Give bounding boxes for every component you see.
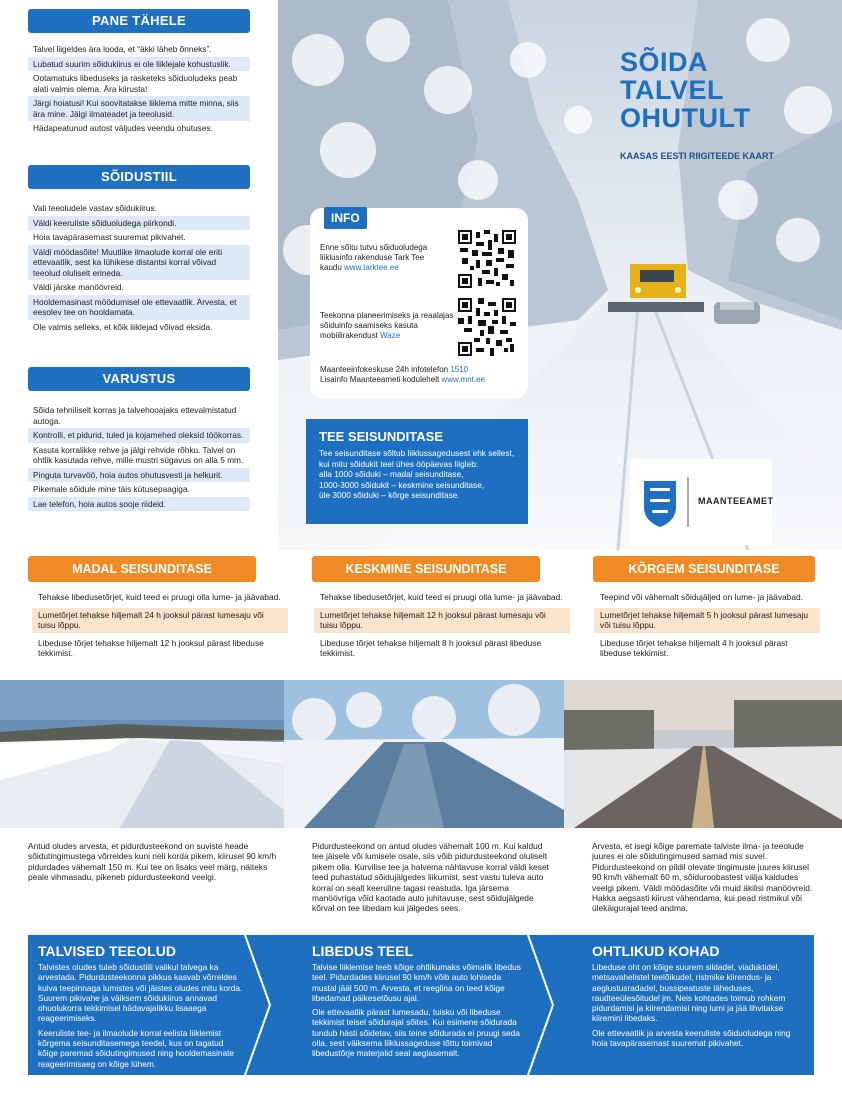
snowy-road-photo-keskmine <box>284 680 564 828</box>
list-item: Kontrolli, et pidurid, tuled ja kojamehed oleksid töökorras. <box>28 428 250 443</box>
madal-seisunditase-rules <box>32 590 288 664</box>
list-item: Kasuta korralikke rehve ja jälgi rehvide rõhku. Talvel on ohtlik kasutada rehve, mille mustri sügavus on alla 5 mm. <box>33 444 244 465</box>
list-item: Vali teeoludele vastav sõidukiirus. <box>33 203 157 213</box>
soidustiil-heading: SÕIDUSTIIL <box>28 165 250 189</box>
list-item: Hoia tavapärasemast suuremat pikivahet. <box>33 232 186 242</box>
list-item: Ole valmis selleks, et kõik liiklejad võivad eksida. <box>33 321 213 332</box>
tee-seisunditase-text: Tee seisunditase sõltub liiklussagedusest ehk sellest, kui mitu sõidukit teel ühes ööpäevas liigleb: alla 1000 sõiduki – madal seisunditase, 1000-3000 sõidukit – keskmine seisunditase, üle 3000 sõiduki – kõrge seisunditase. <box>319 448 515 500</box>
list-item: Lubatud suurim sõidukiirus ei ole liiklejale kohustuslik. <box>28 57 250 72</box>
list-item: Lae telefon, hoia autos sooje riideid. <box>28 497 250 512</box>
tarktee-info: Enne sõitu tutvu sõiduoludega liiklusinfo rakenduse Tark Tee kaudu www.tarktee.ee <box>320 243 428 273</box>
snowy-road-photo-madal <box>0 680 284 828</box>
talvised-teeolud-section <box>38 943 243 1069</box>
qr-code-icon[interactable] <box>458 230 516 288</box>
list-item: Tehakse libedusetõrjet, kuid teed ei pruugi olla lume- ja jäävabad. <box>320 592 563 602</box>
list-item: Väldi keeruliste sõiduoludega piirkondi. <box>28 216 250 231</box>
phone-number[interactable]: 1510 <box>450 365 469 374</box>
korgem-seisunditase-description: Arvesta, et isegi kõige paremate talviste ilma- ja teeolude juures ei ole sõidutingimused samad mis suvel. Pidurdusteekond on pildil olevate tingimuste juures kiirusel 90 km/h vähemalt 60 m, sõiduroobastest välja kaldudes veelgi pikem. Väldi möödasõite või muid äkilisi manöövreid. Hakka aegsasti kiirust vähendama, kui pead ristmikul või ülekäigurajal teed andma. <box>592 841 813 914</box>
waze-info: Teekonna planeerimiseks ja reaalajas sõiduinfo saamiseks kasuta mobiilirakendust Waze <box>320 311 454 341</box>
maanteeamet-logo <box>630 459 772 545</box>
ohtlikud-kohad-section <box>592 943 804 1048</box>
keskmine-seisunditase-rules <box>314 590 570 664</box>
info-heading: INFO <box>324 207 367 229</box>
list-item: Teepind või vähemalt sõidujäljed on lume- ja jäävabad. <box>600 592 803 602</box>
list-item: Pinguta turvavöö, hoia autos ohutusvesti ja helkurit. <box>28 468 250 483</box>
list-item: Libeduse tõrjet tehakse hiljemalt 12 h jooksul pärast libeduse tekkimist. <box>38 637 264 658</box>
tee-seisunditase-box <box>306 419 528 524</box>
snowy-road-photo-korgem <box>564 680 842 828</box>
list-item: Tehakse libedusetõrjet, kuid teed ei pruugi olla lume- ja jäävabad. <box>38 592 281 602</box>
talvised-teeolud-heading: TALVISED TEEOLUD <box>38 943 176 959</box>
korgem-seisunditase-rules <box>594 590 820 664</box>
list-item: Väldi järske manöövreid. <box>33 282 124 292</box>
list-item: Lumetõrjet tehakse hiljemalt 5 h jooksul pärast lumesaju või tuisu lõppu. <box>594 608 820 633</box>
list-item: Hooldemasinast möödumisel ole ettevaatlik. Arvesta, et eesolev tee on hooldamata. <box>28 295 250 320</box>
maanteeamet-logo-text: MAANTEEAMET <box>698 496 774 506</box>
list-item: Järgi hoiatusi! Kui soovitatakse liiklema mitte minna, siis ära mine. Jälgi ilmateadet ja teeolusid. <box>28 96 250 121</box>
soidustiil-list <box>28 201 250 334</box>
list-item: Sõida tehniliselt korras ja talvehooajaks ettevalmistatud autoga. <box>33 405 237 426</box>
cover-title: SÕIDA TALVEL OHUTULT <box>620 47 751 133</box>
libedus-teel-heading: LIBEDUS TEEL <box>312 943 414 959</box>
libedus-teel-text: Talvise liiklemise teeb kõige ohtlikumaks võimalik libedus teel. Pidurdades kiirusel 90 km/h võib auto lohiseda mustal jääl 500 m. Arvesta, et reeglina on teed kõige libedamad päikesetõusu ajal. Ole ettevaatlik pärast lumesadu, tuisku või libeduse tekkimist teisel sõidurajal sõites. Kui esimene sõidurada tundub hästi sõidetav, siis teine sõidurada ei pruugi seda olla, sest väiksema liiklussageduse tõttu toimivad libedustõrje materjalid seal aeglasemalt. <box>312 962 521 1059</box>
cover-subtitle: KAASAS EESTI RIIGITEEDE KAART <box>620 151 775 161</box>
keskmine-seisunditase-description: Pidurdusteekond on antud oludes vähemalt 100 m. Kui kaldud tee jäisele või lumisele osale, siis võib pidurdusteekond oluliselt pikem olla. Kurvilise tee ja halvema nähtavuse korral väldi keset teed puhastatud sõidujälgedes liikumist, sest vastu tuleva auto korral on sealt keeruline tagasi reastuda. Iga järsema manöövriga võid kaotada auto juhitavuse, sest sõidujälgede kõrval on tee libedam kui jälgedes sees. <box>312 841 549 914</box>
contact-info: Maanteeinfokeskuse 24h infotelefon 1510 Lisainfo Maanteeameti kodulehelt www.mnt.ee <box>320 365 485 385</box>
varustus-heading: VARUSTUS <box>28 367 250 391</box>
tips-panel <box>0 0 278 550</box>
pane-tahele-list <box>28 42 250 136</box>
list-item: Libeduse tõrjet tehakse hiljemalt 4 h jooksul pärast libeduse tekkimist. <box>600 637 788 658</box>
pane-tahele-heading: PANE TÄHELE <box>28 9 250 33</box>
bottom-info-band <box>0 935 842 1075</box>
mnt-link[interactable]: www.mnt.ee <box>441 375 485 385</box>
list-item: Talvel liigeldes ära looda, et “äkki läheb õnneks”. <box>33 44 212 54</box>
waze-link[interactable]: Waze <box>380 331 401 341</box>
list-item: Ootamatuks libeduseks ja rasketeks sõiduoludeks peab alati valmis olema. Ära kiirusta! <box>33 73 238 94</box>
list-item: Libeduse tõrjet tehakse hiljemalt 8 h jooksul pärast libeduse tekkimist. <box>320 637 542 658</box>
ohtlikud-kohad-heading: OHTLIKUD KOHAD <box>592 943 720 959</box>
madal-seisunditase-description: Antud oludes arvesta, et pidurdusteekond on suviste heade sõidutingimustega võrreldes kuni neli korda pikem, kiirusel 90 km/h pidurdades vähemalt 150 m. Kui tee on lisaks veel märg, näiteks peale vihmasadu, pikeneb pidurdusteekond veelgi. <box>28 841 277 883</box>
tee-seisunditase-heading: TEE SEISUNDITASE <box>319 429 444 444</box>
cover-panel <box>278 0 842 550</box>
info-box <box>310 208 528 398</box>
korgem-seisunditase-heading: KÕRGEM SEISUNDITASE <box>593 556 815 582</box>
keskmine-seisunditase-heading: KESKMINE SEISUNDITASE <box>312 556 540 582</box>
list-item: Hädapeatunud autost väljudes veendu ohutuses. <box>33 123 213 133</box>
madal-seisunditase-heading: MADAL SEISUNDITASE <box>28 556 256 582</box>
libedus-teel-section <box>312 943 522 1059</box>
ohtlikud-kohad-text: Libeduse oht on kõige suurem sildadel, viaduktidel, metsavahelistel teelõikudel, ristmike kiirendus- ja aeglustusradadel, bussipeatuste läheduses, raudteeülesõitudel jm. Neis kohtades toimub rohkem pidurdamisi ja kiirendamisi ning lumi ja jää lihvitakse kiiremini libedaks. Ole ettevaatlik ja arvesta keeruliste sõiduoludega ning hoia tavapärasemast suuremat pikivahet. <box>592 962 791 1049</box>
list-item: Lumetõrjet tehakse hiljemalt 12 h jooksul pärast lumesaju või tuisu lõppu. <box>314 608 570 633</box>
varustus-list <box>28 403 250 511</box>
talvised-teeolud-text: Talvistes oludes tuleb sõidustiili valikul talvega ka arvestada. Pidurdusteekonna pikkus kasvab võrreldes kuiva teepinnaga lumistes või jäistes oludes mitu korda. Suurem pikivahe ja väiksem sõidukiirus annavad ohuolukorra tekkimisel hädavajalikku lisaaega reageerimiseks. Keeruliste tee- ja ilmaolude korral eelista liiklemist kõrgema seisunditasemega teedel, kus on tagatud kõige paremad sõidutingimused ning hooldemasinate reageerimisaeg on kõige lühem. <box>38 962 243 1069</box>
list-item: Pikemale sõidule mine täis kütusepaagiga. <box>33 484 190 494</box>
list-item: Väldi möödasõite! Muutlike ilmaolude korral ole eriti ettevaatlik, sest ka lühikese distantsi korral võivad teeolud oluliselt erineda. <box>28 245 250 281</box>
tarktee-link[interactable]: www.tarktee.ee <box>344 263 399 273</box>
list-item: Lumetõrjet tehakse hiljemalt 24 h jooksul pärast lumesaju või tuisu lõppu. <box>32 608 288 633</box>
qr-code-icon[interactable] <box>458 298 516 356</box>
